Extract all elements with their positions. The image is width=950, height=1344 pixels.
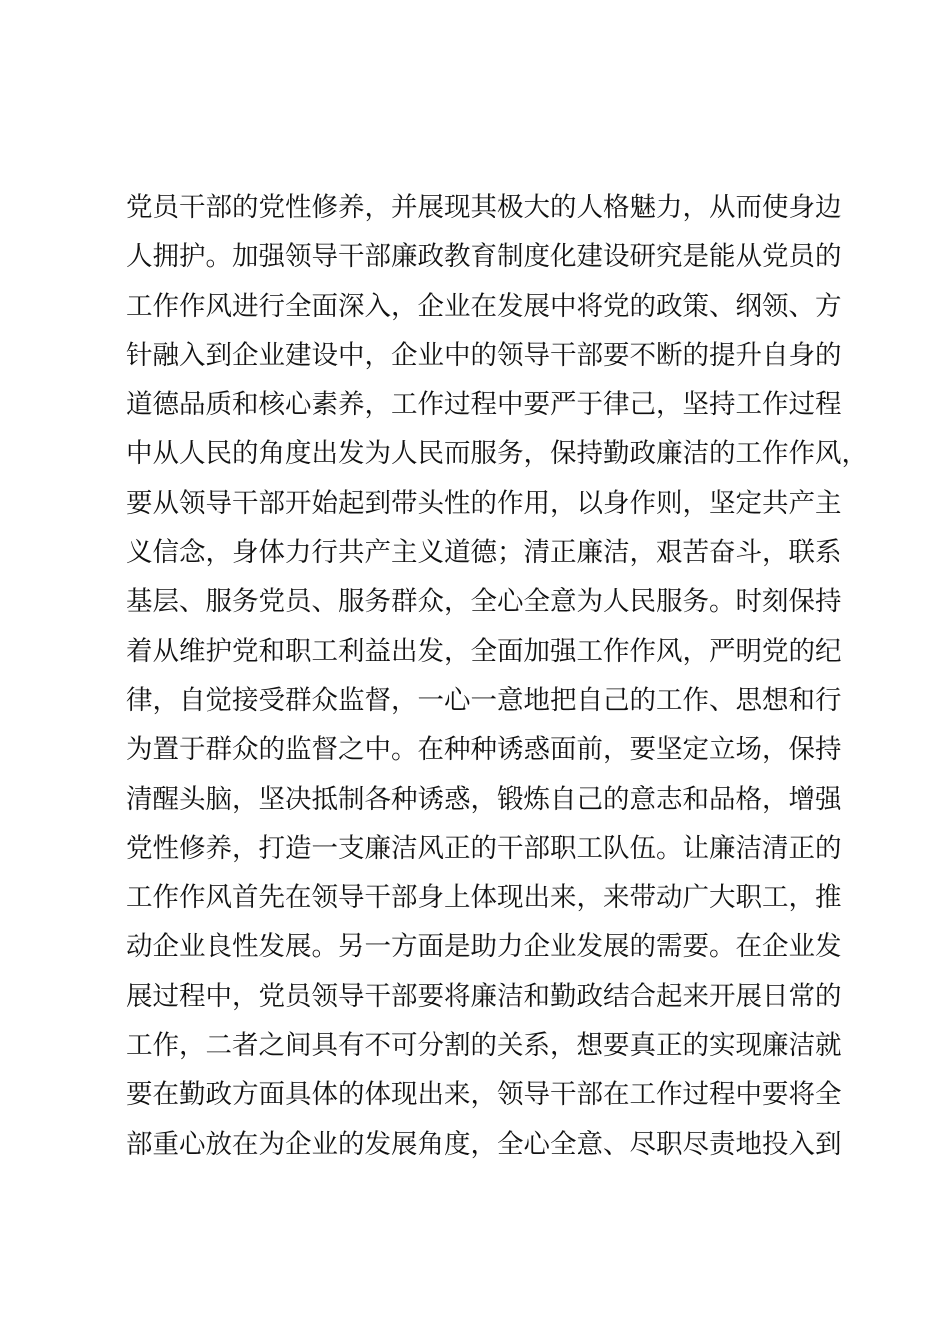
text-line: 基层、服务党员、服务群众，全心全意为人民服务。时刻保持 <box>126 586 842 618</box>
text-line: 针融入到企业建设中，企业中的领导干部要不断的提升自身的 <box>126 339 842 371</box>
text-line: 律，自觉接受群众监督，一心一意地把自己的工作、思想和行 <box>126 684 842 716</box>
text-line: 部重心放在为企业的发展角度，全心全意、尽职尽责地投入到 <box>126 1128 842 1160</box>
text-line: 要从领导干部开始起到带头性的作用，以身作则，坚定共产主 <box>126 487 842 519</box>
text-line: 着从维护党和职工利益出发，全面加强工作作风，严明党的纪 <box>126 635 842 667</box>
body-paragraph <box>126 183 868 1169</box>
text-line: 工作作风进行全面深入，企业在发展中将党的政策、纲领、方 <box>126 290 842 322</box>
text-line: 人拥护。加强领导干部廉政教育制度化建设研究是能从党员的 <box>126 241 842 273</box>
text-line: 要在勤政方面具体的体现出来，领导干部在工作过程中要将全 <box>126 1079 842 1111</box>
text-line: 道德品质和核心素养，工作过程中要严于律己，坚持工作过程 <box>126 389 842 421</box>
text-line: 清醒头脑，坚决抵制各种诱惑，锻炼自己的意志和品格，增强 <box>126 783 842 815</box>
text-line: 展过程中，党员领导干部要将廉洁和勤政结合起来开展日常的 <box>126 980 842 1012</box>
text-line: 党员干部的党性修养，并展现其极大的人格魅力，从而使身边 <box>126 192 842 223</box>
text-line: 党性修养，打造一支廉洁风正的干部职工队伍。让廉洁清正的 <box>126 832 842 864</box>
text-line: 动企业良性发展。另一方面是助力企业发展的需要。在企业发 <box>126 931 842 963</box>
text-line: 为置于群众的监督之中。在种种诱惑面前，要坚定立场，保持 <box>126 734 842 766</box>
text-line: 工作作风首先在领导干部身上体现出来，来带动广大职工，推 <box>126 882 842 914</box>
text-line: 义信念，身体力行共产主义道德；清正廉洁，艰苦奋斗，联系 <box>126 537 842 569</box>
text-line: 中从人民的角度出发为人民而服务，保持勤政廉洁的工作作风， <box>126 438 868 470</box>
text-line: 工作，二者之间具有不可分割的关系，想要真正的实现廉洁就 <box>126 1030 842 1062</box>
